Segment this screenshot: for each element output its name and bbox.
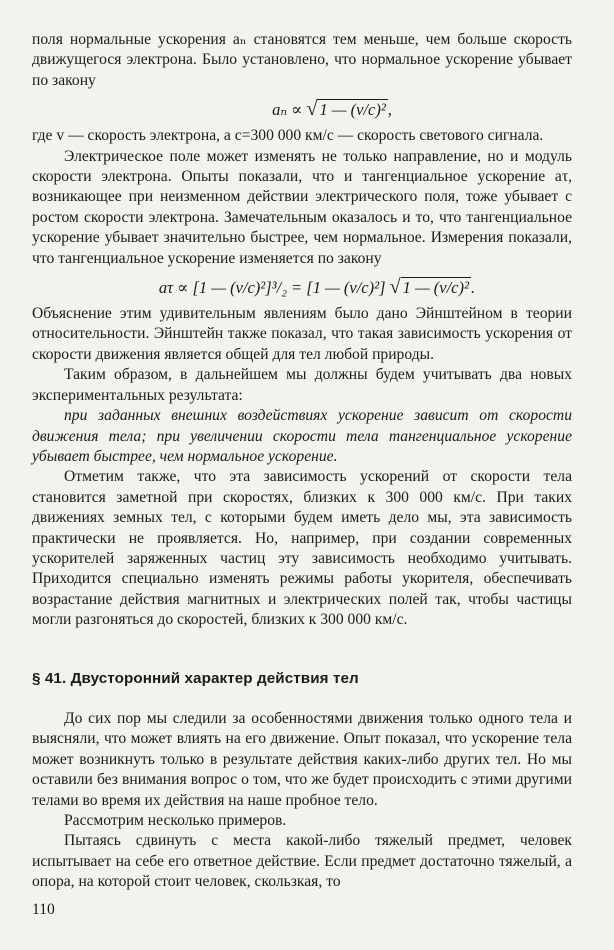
paragraph-symbols: где v — скорость электрона, а c=300 000 км/с — скорость светового сигнала. — [32, 127, 544, 145]
paragraph-normal-acceleration: поля нормальные ускорения aₙ становятся тем меньше, чем больше скорость движущегося электрона. Было установлено, что нормальное ускорение убывает по закону — [32, 31, 572, 89]
formula-tangential-acceleration — [32, 275, 572, 300]
formula-2-tail: . — [470, 278, 476, 298]
radical-sign-icon: √ — [389, 276, 401, 299]
radical-sign-icon: √ — [306, 98, 318, 121]
paragraph-interaction: До сих пор мы следили за особенностями движения только одного тела и выясняли, что может влиять на его движение. Опыт показал, что ускорение тела может возникнуть только в результате действия каких-либо других тел. Но мы оставили без внимания вопрос о том, что же будет происходить с этими другими телами во время их действия на наше пробное тело. — [32, 709, 572, 809]
paragraph-tangential-acceleration: Электрическое поле может изменять не только направление, но и модуль скорости электрона. Опыты показали, что и тангенциальное ускорение aτ, возникающее при неизменном действии электрического поля, тоже убывает с ростом скорости электрона. Замечательным оказалось и то, что тангенциальное ускорение убывает значительно быстрее, чем нормальное. Измерения показали, что тангенциальное ускорение изменяется по закону — [32, 147, 572, 267]
paragraph-results-italic: при заданных внешних воздействиях ускорение зависит от скорости движения тела; при увеличении скорости тела тангенциальное ускорение убывает быстрее, чем нормальное ускорение. — [32, 407, 572, 465]
paragraph-einstein: Объяснение этим удивительным явлениям было дано Эйнштейном в теории относительности. Эйнштейн также показал, что такая зависимость ускорения от скорости движения является общей для тел любой природы. — [32, 305, 572, 363]
paragraph-accelerators: Отметим также, что эта зависимость ускорений от скорости тела становится заметной при скоростях, близких к 300 000 км/с. При таких движениях земных тел, с которыми будем иметь дело мы, эта зависимость практически не проявляется. Но, например, при создании современных ускорителей заряженных частиц эту зависимость необходимо учитывать. Приходится специально изменять режимы работы укорителя, обеспечивать возрастание действия магнитных и электрических полей так, чтобы частицы могли разгоняться до скоростей, близких к 300 000 км/с. — [32, 468, 572, 629]
page-number: 110 — [32, 901, 55, 918]
formula-1-lhs: aₙ ∝ — [272, 100, 307, 120]
formula-2-radicand: 1 — (v/c)² — [402, 278, 469, 298]
formula-2-lhs: aτ ∝ [1 — (v/c)²]³/₂ = [1 — (v/c)²] — [158, 278, 390, 298]
paragraph-heavy-object: Пытаясь сдвинуть с места какой-либо тяжелый предмет, человек испытывает на себе его ответное действие. Если предмет достаточно тяжелый, а опора, на которой стоит человек, скользкая, то — [32, 832, 572, 891]
paragraph-examples: Рассмотрим несколько примеров. — [64, 812, 287, 829]
formula-1-radicand: 1 — (v/c)² — [319, 100, 386, 120]
paragraph-two-results: Таким образом, в дальнейшем мы должны будем учитывать два новых экспериментальных результата: — [32, 366, 572, 404]
formula-normal-acceleration — [32, 97, 572, 122]
formula-1-tail: , — [387, 100, 392, 120]
section-heading: § 41. Двусторонний характер действия тел — [32, 669, 359, 687]
